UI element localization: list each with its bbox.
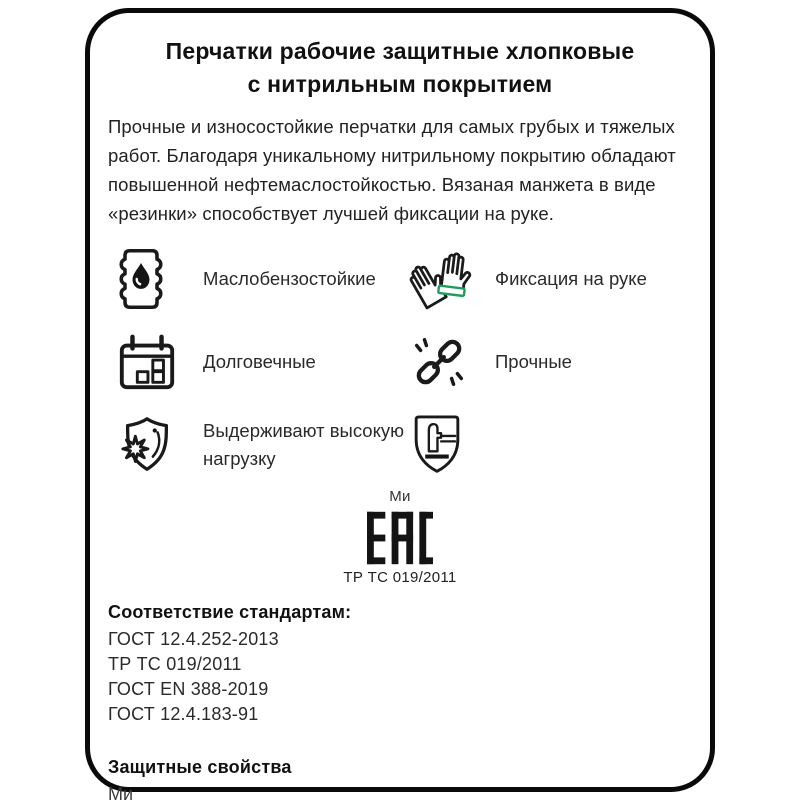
eac-mark-icon xyxy=(108,511,692,565)
feature-high-load xyxy=(116,412,408,478)
feature-grid xyxy=(116,246,692,478)
feature-durable xyxy=(116,329,408,395)
gloves-icon xyxy=(408,248,480,310)
feature-oil-resistant xyxy=(116,246,408,312)
regulation-label: ТР ТС 019/2011 xyxy=(343,569,457,586)
feature-label: Фиксация на руке xyxy=(495,268,647,289)
protective-properties-section xyxy=(108,757,692,805)
feature-label: Выдерживают высокую нагрузку xyxy=(203,420,405,469)
title-line-1: Перчатки рабочие защитные хлопковые xyxy=(165,38,635,64)
feature-label: Прочные xyxy=(495,351,572,372)
marking-code: Ми xyxy=(389,488,411,505)
standard-item: ГОСТ 12.4.183-91 xyxy=(108,704,259,724)
feature-label: Долговечные xyxy=(203,351,316,372)
feature-label: Маслобензостойкие xyxy=(203,268,376,289)
calendar-icon xyxy=(116,331,188,393)
oil-barrel-icon xyxy=(116,247,188,311)
feature-strong xyxy=(408,329,692,395)
feature-mechanical-protection xyxy=(408,412,692,478)
standard-item: ГОСТ EN 388-2019 xyxy=(108,679,269,699)
protective-value: Ми xyxy=(108,784,134,804)
product-info-card xyxy=(85,8,715,804)
chain-icon xyxy=(408,331,480,393)
standard-item: ТР ТС 019/2011 xyxy=(108,654,242,674)
product-description: Прочные и износостойкие перчатки для самых грубых и тяжелых работ. Благодаря уникальному нитрильному покрытию обладают повышенной нефтемаслостойкостью. Вязаная манжета в виде «резинки» способствует лучшей фиксации на руке. xyxy=(108,116,676,224)
standards-heading: Соответствие стандартам: xyxy=(108,602,352,622)
standards-section xyxy=(108,602,692,727)
protective-heading: Защитные свойства xyxy=(108,757,292,777)
shield-hand-icon xyxy=(408,412,480,478)
shield-burst-icon xyxy=(116,414,188,476)
page-title xyxy=(108,35,692,101)
certification-block xyxy=(108,488,692,586)
standards-list xyxy=(108,627,692,727)
title-line-2: с нитрильным покрытием xyxy=(247,71,553,97)
feature-fixation xyxy=(408,246,692,312)
standard-item: ГОСТ 12.4.252-2013 xyxy=(108,629,279,649)
